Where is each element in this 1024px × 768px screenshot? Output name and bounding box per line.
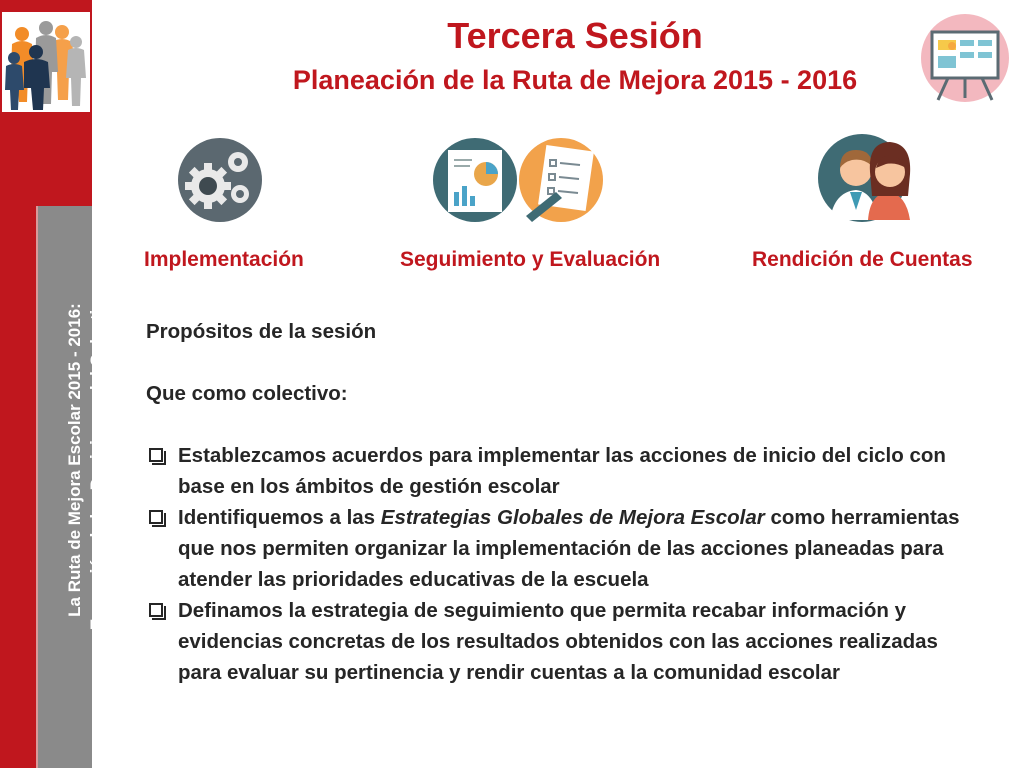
bullet-text-after: como herramientas que nos permiten organizar la implementación de las acciones planeadas para atender las prioridades educativas de la escuela — [178, 506, 960, 591]
bullet-text: Definamos la estrategia de seguimiento que permita recabar información y evidencias concretas de los resultados obtenidos con las acciones realizadas para evaluar su pertinencia y rendir cuentas a la comunidad escolar — [178, 599, 938, 684]
team-people-icon — [2, 12, 90, 112]
people-accountability-icon — [816, 128, 916, 224]
sidebar-vertical-title — [64, 200, 108, 720]
session-purposes — [146, 316, 966, 688]
bullet-text-emphasis: Estrategias Globales de Mejora Escolar — [380, 506, 765, 529]
team-logo — [2, 12, 90, 112]
checklist-pen-icon — [516, 136, 606, 224]
checkbox-bullet-icon — [149, 603, 163, 617]
list-item — [146, 595, 966, 688]
sidebar-title-line-1: La Ruta de Mejora Escolar 2015 - 2016: — [65, 303, 84, 617]
page-title: Tercera Sesión — [447, 15, 703, 56]
list-item — [146, 502, 966, 595]
purposes-intro: Que como colectivo: — [146, 382, 348, 405]
page-subtitle: Planeación de la Ruta de Mejora 2015 - 2016 — [292, 65, 858, 95]
phase-label-implementacion: Implementación — [144, 248, 304, 271]
list-item — [146, 440, 966, 502]
purposes-heading: Propósitos de la sesión — [146, 320, 377, 343]
phase-label-rendicion: Rendición de Cuentas — [752, 248, 973, 271]
checkbox-bullet-icon — [149, 510, 163, 524]
checkbox-bullet-icon — [149, 448, 163, 462]
gears-icon — [176, 136, 264, 224]
bullet-text: Establezcamos acuerdos para implementar las acciones de inicio del ciclo con base en los ámbitos de gestión escolar — [178, 444, 946, 498]
phase-label-seguimiento: Seguimiento y Evaluación — [400, 248, 661, 271]
presentation-board-icon — [918, 12, 1012, 104]
report-chart-icon — [430, 136, 520, 224]
bullet-text-before: Identifiquemos a las — [178, 506, 381, 529]
purposes-list — [146, 440, 966, 688]
sidebar-title-line-2: Expresión de las Decisiones del Colectivo — [87, 289, 106, 631]
